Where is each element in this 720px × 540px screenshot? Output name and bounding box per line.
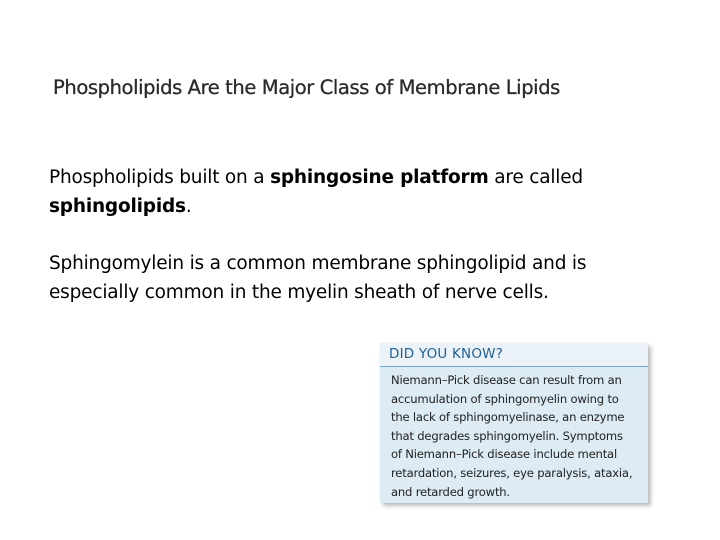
did-you-know-line: of Niemann–Pick disease include mental <box>391 447 617 462</box>
did-you-know-line: retardation, seizures, eye paralysis, ataxia, <box>391 465 633 480</box>
did-you-know-body <box>380 367 648 503</box>
did-you-know-line: the lack of sphingomyelinase, an enzyme <box>391 410 625 425</box>
did-you-know-line: and retarded growth. <box>391 484 510 499</box>
paragraph-sphingomyelin <box>49 249 649 307</box>
paragraph-sphingolipids <box>49 163 649 221</box>
slide-title: Phospholipids Are the Major Class of Membrane Lipids <box>53 76 560 99</box>
para1-emphasis-sphingosine-platform: sphingosine platform <box>270 167 489 188</box>
did-you-know-box <box>380 343 648 503</box>
para1-prefix: Phospholipids built on a <box>49 167 271 188</box>
para1-emphasis-sphingolipids: sphingolipids <box>49 196 186 217</box>
para2-line2: especially common in the myelin sheath of nerve cells. <box>49 282 549 303</box>
did-you-know-line: accumulation of sphingomyelin owing to <box>391 391 619 406</box>
para2-line1: Sphingomylein is a common membrane sphingolipid and is <box>49 253 587 274</box>
did-you-know-line: that degrades sphingomyelin. Symptoms <box>391 428 623 443</box>
para1-suffix: . <box>185 196 192 217</box>
did-you-know-line: Niemann–Pick disease can result from an <box>391 373 622 387</box>
para1-middle: are called <box>488 167 583 188</box>
did-you-know-header: DID YOU KNOW? <box>380 343 648 367</box>
